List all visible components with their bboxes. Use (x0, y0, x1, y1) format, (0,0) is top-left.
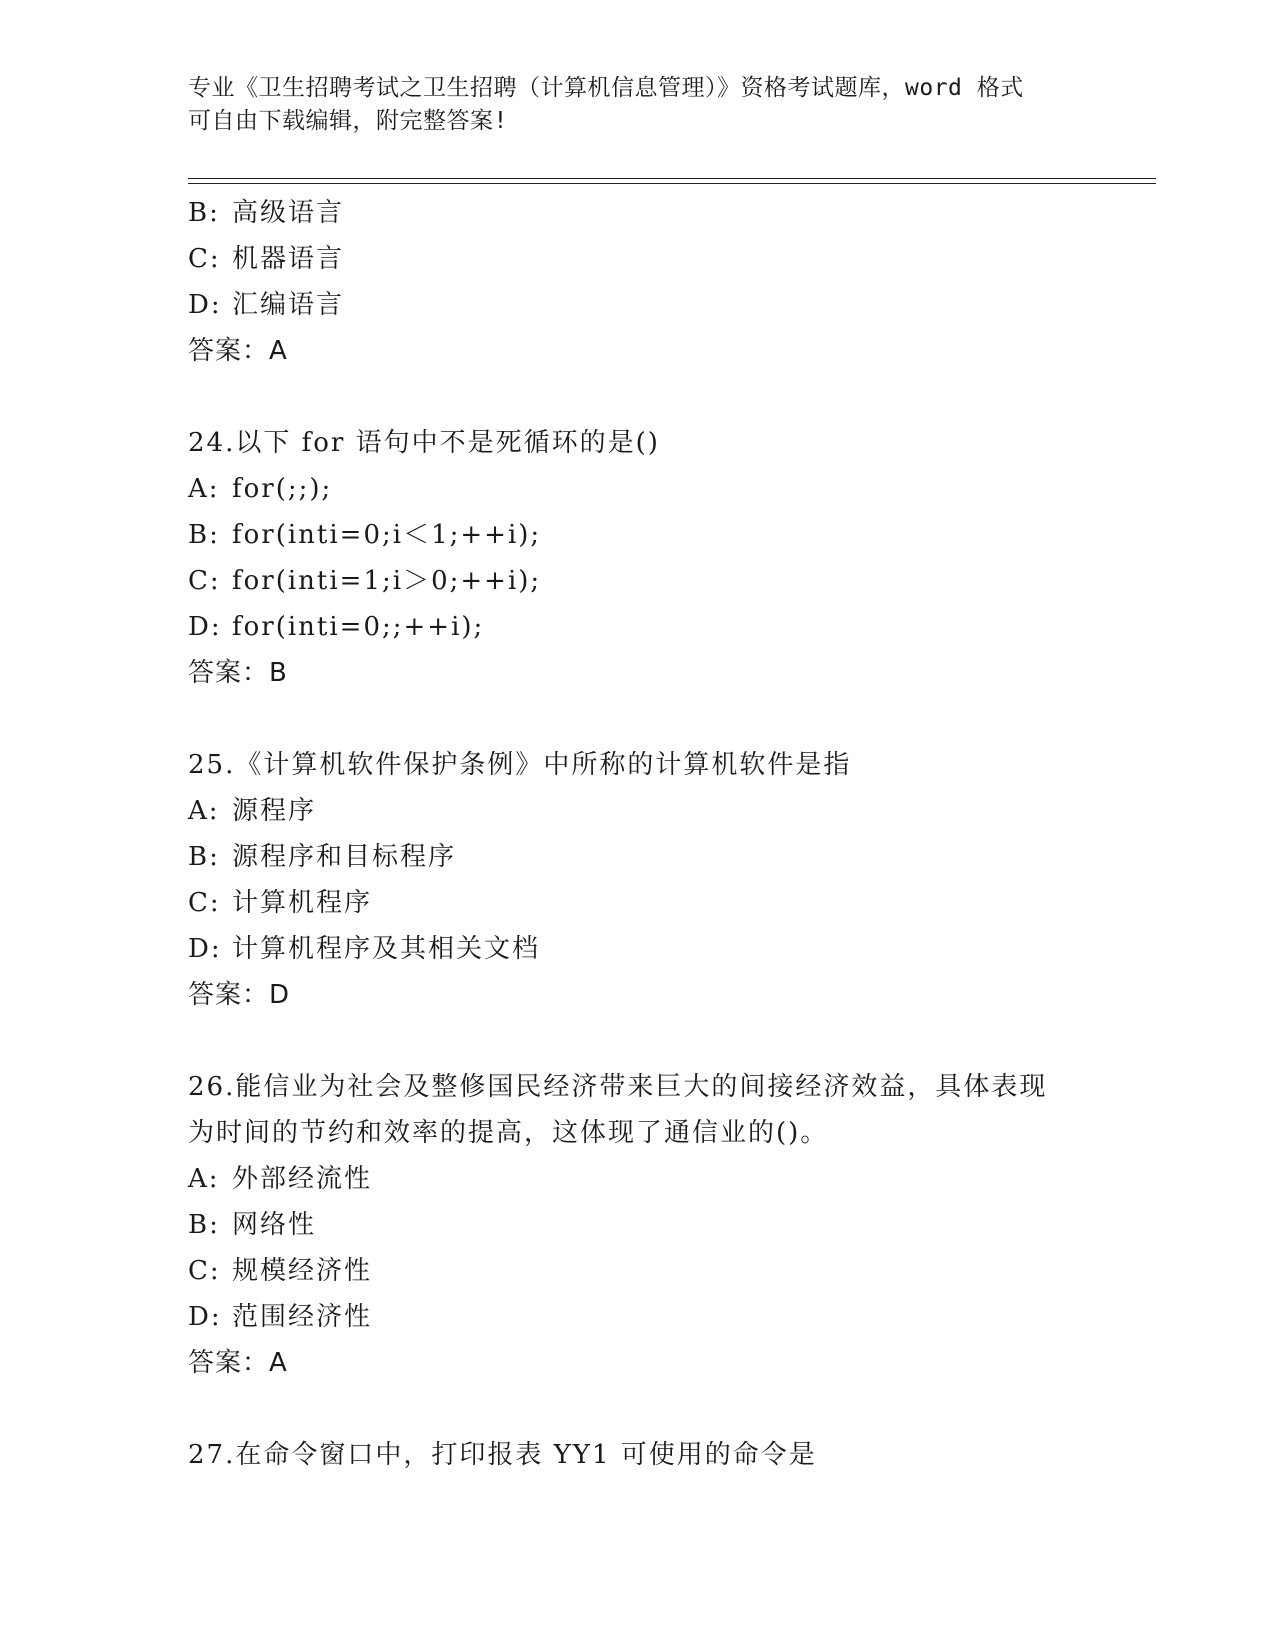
option-b (188, 1202, 1148, 1248)
answer: 答案：A (188, 336, 288, 366)
question-27 (188, 1432, 1148, 1478)
option-text: for(inti=1;i＞0;++i); (232, 566, 542, 596)
header-line-2: 可自由下载编辑，附完整答案! (188, 108, 508, 134)
option-letter: D: (188, 934, 222, 964)
question-text: 27.在命令窗口中，打印报表 YY1 可使用的命令是 (188, 1440, 817, 1470)
option-text: 外部经流性 (232, 1164, 373, 1194)
option-c (188, 880, 1148, 926)
question-text: 24.以下 for 语句中不是死循环的是() (188, 428, 660, 458)
option-d (188, 604, 1148, 650)
option-letter: D: (188, 612, 222, 642)
option-text: 规模经济性 (232, 1256, 373, 1286)
option-text: 网络性 (232, 1210, 317, 1240)
option-text: 高级语言 (232, 198, 345, 228)
question-text-line-1: 26.能信业为社会及整修国民经济带来巨大的间接经济效益，具体表现 (188, 1072, 1048, 1102)
option-letter: C: (188, 1256, 221, 1286)
option-letter: C: (188, 566, 221, 596)
option-b (188, 834, 1148, 880)
spacer (188, 1018, 1148, 1064)
answer: 答案：D (188, 980, 291, 1010)
option-text: for(inti=0;;++i); (232, 612, 485, 642)
option-letter: B: (188, 520, 220, 550)
spacer (188, 374, 1148, 420)
option-text: 汇编语言 (232, 290, 345, 320)
option-letter: B: (188, 842, 220, 872)
option-a (188, 788, 1148, 834)
option-c (188, 1248, 1148, 1294)
spacer (188, 696, 1148, 742)
question-23 (188, 190, 1148, 374)
option-text: for(inti=0;i＜1;++i); (232, 520, 542, 550)
option-text: 源程序和目标程序 (232, 842, 457, 872)
answer: 答案：A (188, 1348, 288, 1378)
option-letter: B: (188, 198, 220, 228)
option-letter: C: (188, 888, 221, 918)
option-letter: C: (188, 244, 221, 274)
header-divider-top (188, 178, 1156, 179)
option-d (188, 926, 1148, 972)
option-letter: D: (188, 290, 222, 320)
option-letter: D: (188, 1302, 222, 1332)
option-c (188, 558, 1148, 604)
option-text: 机器语言 (232, 244, 345, 274)
header-divider-bottom (188, 183, 1156, 184)
option-a (188, 466, 1148, 512)
option-d (188, 282, 1148, 328)
question-26 (188, 1064, 1148, 1386)
option-a (188, 1156, 1148, 1202)
option-d (188, 1294, 1148, 1340)
option-b (188, 190, 1148, 236)
spacer (188, 1386, 1148, 1432)
option-letter: A: (188, 796, 220, 826)
question-text-line-2: 为时间的节约和效率的提高，这体现了通信业的()。 (188, 1118, 829, 1148)
option-text: 源程序 (232, 796, 317, 826)
option-text: 计算机程序 (232, 888, 373, 918)
question-25 (188, 742, 1148, 1018)
option-letter: B: (188, 1210, 220, 1240)
option-letter: A: (188, 1164, 220, 1194)
option-c (188, 236, 1148, 282)
question-24 (188, 420, 1148, 696)
option-letter: A: (188, 474, 220, 504)
option-text: 计算机程序及其相关文档 (232, 934, 541, 964)
document-header (188, 72, 1088, 138)
header-line-1: 专业《卫生招聘考试之卫生招聘（计算机信息管理）》资格考试题库，word 格式 (188, 75, 1024, 101)
option-text: 范围经济性 (232, 1302, 373, 1332)
option-b (188, 512, 1148, 558)
option-text: for(;;); (232, 474, 333, 504)
answer: 答案：B (188, 658, 288, 688)
question-text: 25.《计算机软件保护条例》中所称的计算机软件是指 (188, 750, 852, 780)
question-list (188, 190, 1148, 1478)
